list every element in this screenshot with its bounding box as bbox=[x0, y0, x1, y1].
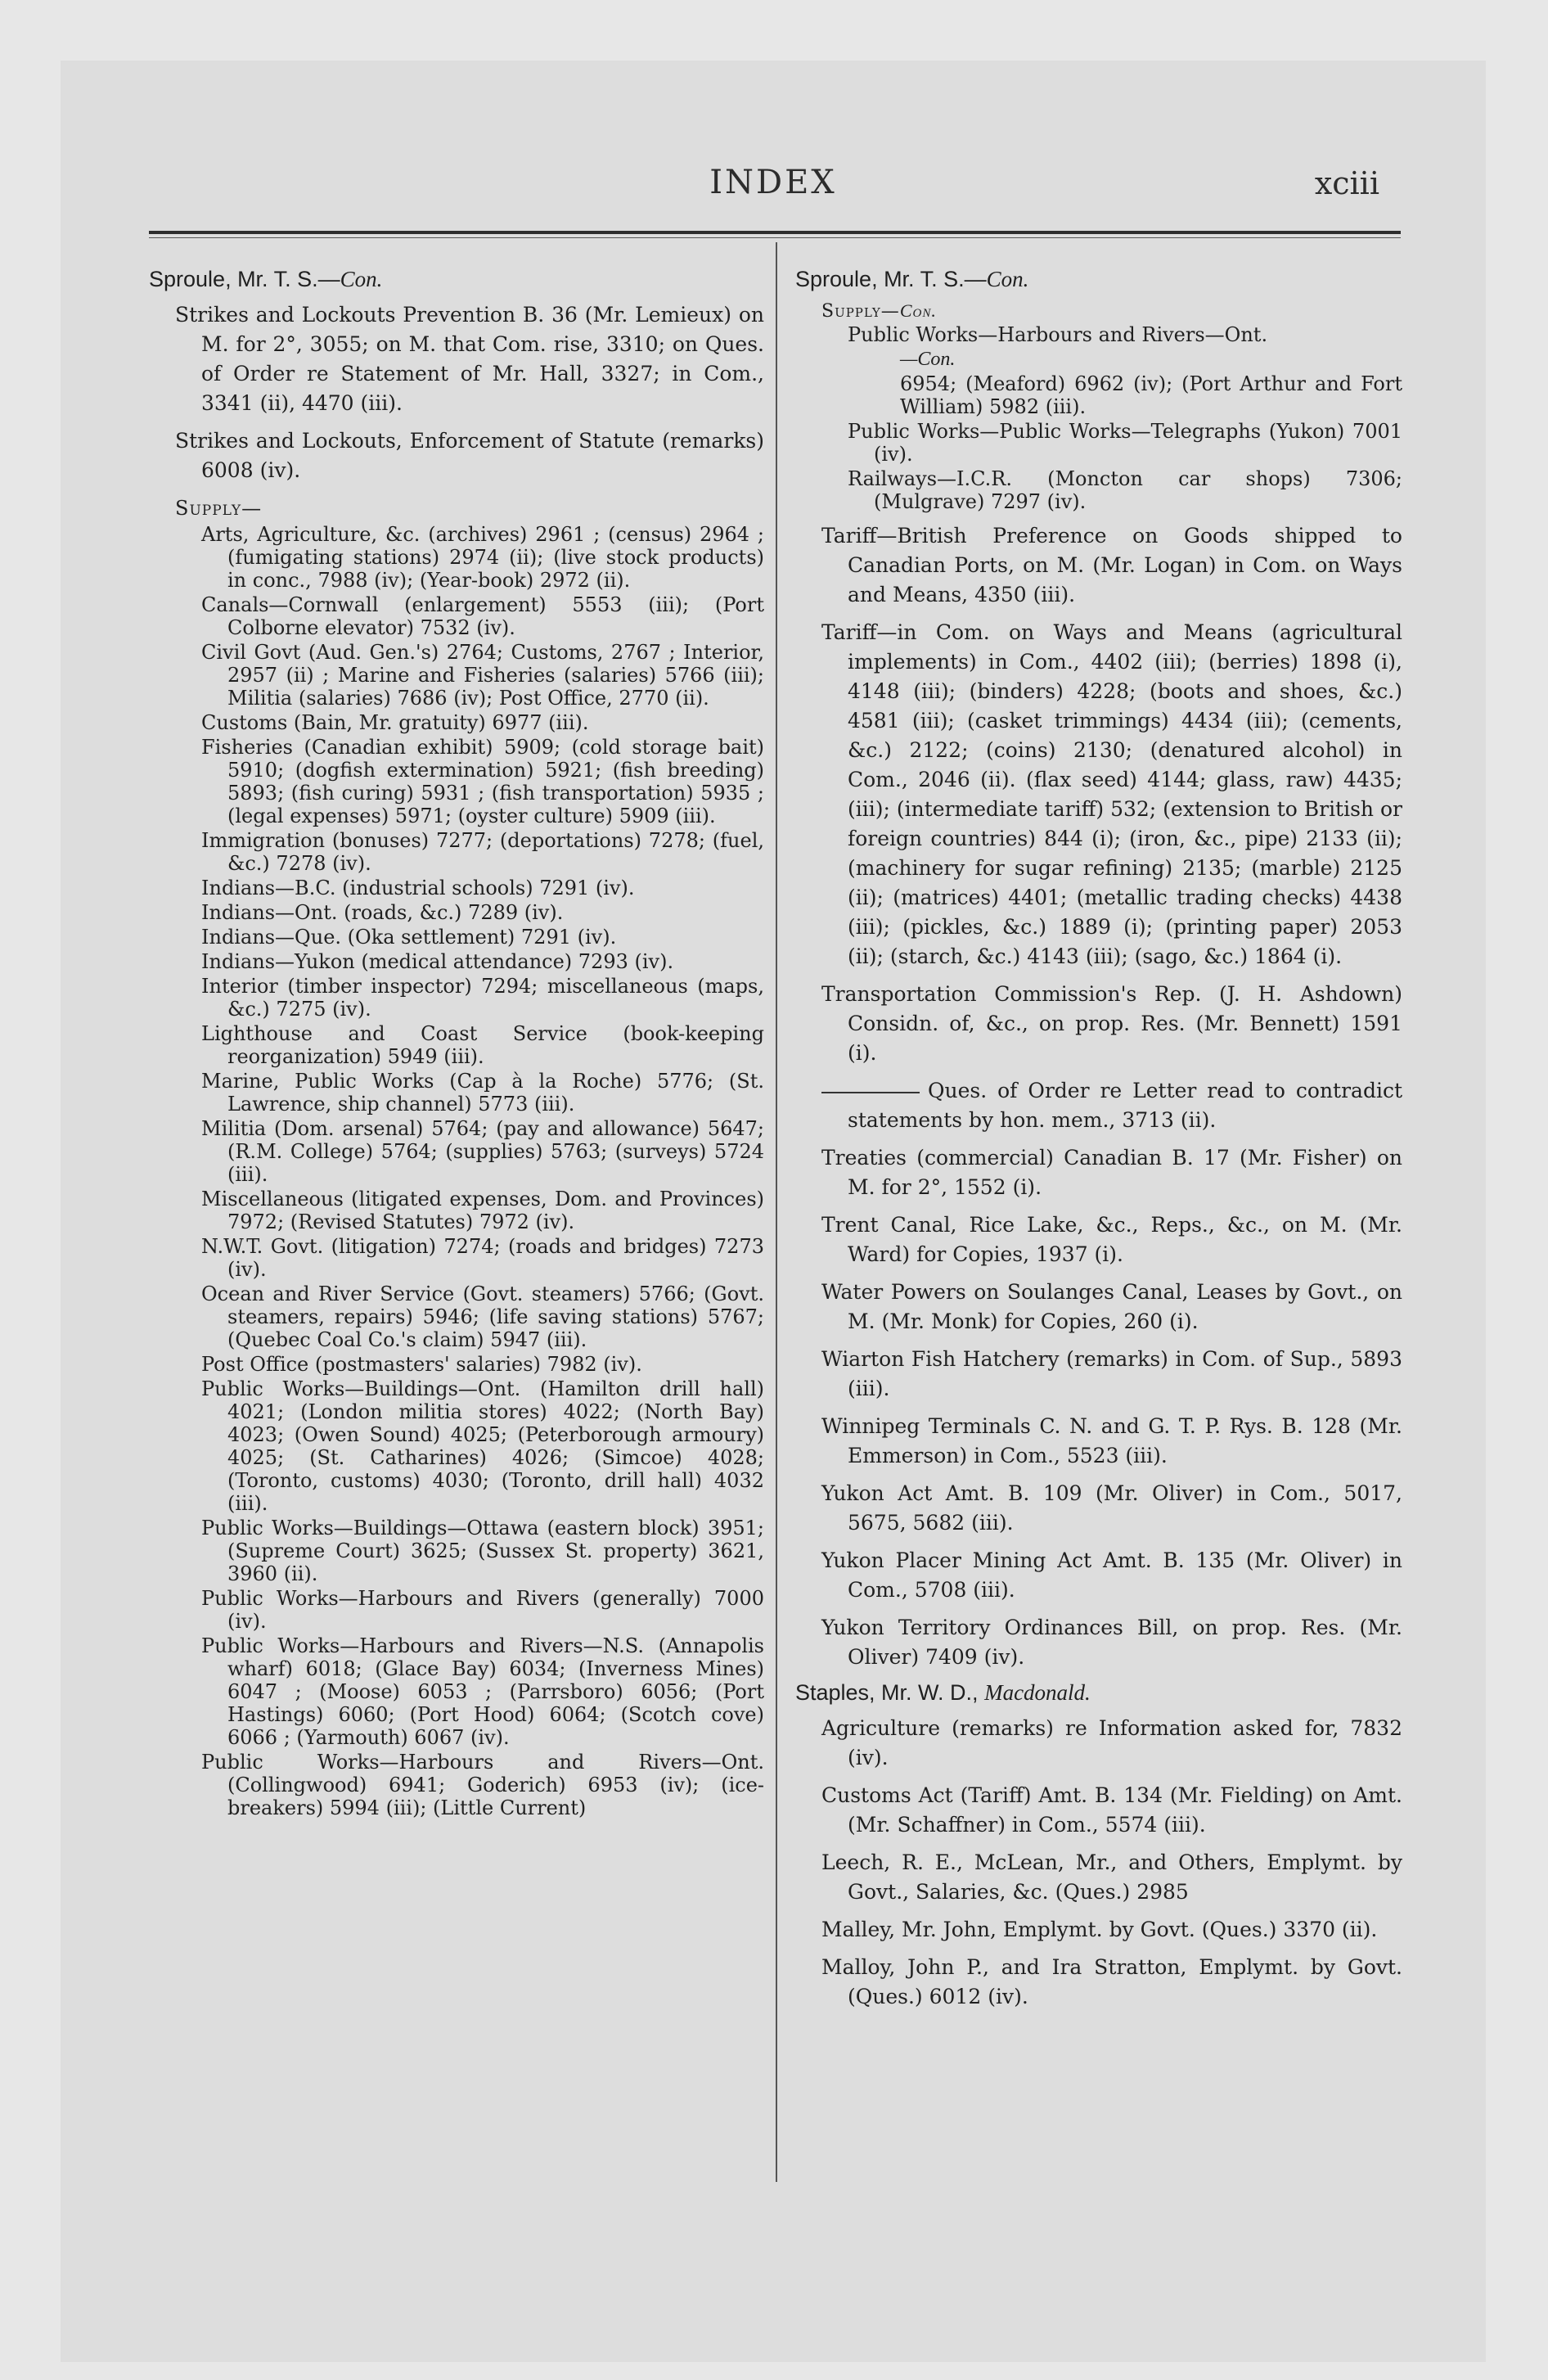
index-entry: Post Office (postmasters' salaries) 7982 (iv). bbox=[201, 1353, 642, 1376]
column-divider bbox=[776, 242, 777, 2182]
index-entry: Militia (Dom. arsenal) 5764; (pay and allowance) 5647; (R.M. College) 5764; (supplies) 5763; (surveys) 5724 (iii). bbox=[201, 1117, 764, 1186]
name-heading-text: Staples, Mr. W. D., bbox=[795, 1680, 979, 1705]
index-entry: Public Works—Buildings—Ont. (Hamilton drill hall) 4021; (London militia stores) 4022; (North Bay) 4023; (Owen Sound) 4025; (Peterborough armoury) 4025; (St. Catharines) 4026; (Simcoe) 4028; (Toronto, customs) 4030; (Toronto, drill hall) 4032 (iii). bbox=[201, 1377, 764, 1515]
index-entry: Indians—Ont. (roads, &c.) 7289 (iv). bbox=[201, 901, 564, 924]
left-column bbox=[149, 267, 764, 1821]
index-entry: Transportation Commission's Rep. (J. H. Ashdown) Considn. of, &c., on prop. Res. (Mr. Bennett) 1591 (i). bbox=[821, 982, 1402, 1065]
index-entry: N.W.T. Govt. (litigation) 7274; (roads and bridges) 7273 (iv). bbox=[201, 1235, 764, 1281]
name-heading bbox=[795, 267, 1402, 292]
index-entry: Public Works—Public Works—Telegraphs (Yukon) 7001 (iv). bbox=[848, 420, 1402, 466]
index-entry: Miscellaneous (litigated expenses, Dom. and Provinces) 7972; (Revised Statutes) 7972 (iv). bbox=[201, 1188, 764, 1233]
index-entry: Leech, R. E., McLean, Mr., and Others, Emplymt. by Govt., Salaries, &c. (Ques.) 2985 bbox=[821, 1850, 1402, 1904]
name-heading-staples bbox=[795, 1680, 1402, 1706]
index-entry: Fisheries (Canadian exhibit) 5909; (cold storage bait) 5910; (dogfish extermination) 5921; (fish breeding) 5893; (fish curing) 5931 ; (fish transportation) 5935 ; (legal expenses) 5971; (oyster culture) 5909 (iii). bbox=[201, 736, 764, 827]
index-entry: Ocean and River Service (Govt. steamers) 5766; (Govt. steamers, repairs) 5946; (life saving stations) 5767; (Quebec Coal Co.'s claim) 5947 (iii). bbox=[201, 1282, 764, 1351]
index-entry: Immigration (bonuses) 7277; (deportations) 7278; (fuel, &c.) 7278 (iv). bbox=[201, 829, 764, 875]
index-entry: Customs Act (Tariff) Amt. B. 134 (Mr. Fielding) on Amt. (Mr. Schaffner) in Com., 5574 (iii). bbox=[821, 1783, 1402, 1837]
index-entry: Lighthouse and Coast Service (book-keeping reorganization) 5949 (iii). bbox=[201, 1022, 764, 1068]
index-entry: Public Works—Harbours and Rivers (generally) 7000 (iv). bbox=[201, 1587, 764, 1633]
index-entry: Treaties (commercial) Canadian B. 17 (Mr. Fisher) on M. for 2°, 1552 (i). bbox=[821, 1146, 1402, 1199]
index-entry: Canals—Cornwall (enlargement) 5553 (iii); (Port Colborne elevator) 7532 (iv). bbox=[201, 593, 764, 639]
index-entry: Indians—B.C. (industrial schools) 7291 (iv). bbox=[201, 877, 635, 899]
index-entry: Indians—Que. (Oka settlement) 7291 (iv). bbox=[201, 926, 617, 949]
ditto-dash bbox=[821, 1092, 920, 1093]
page-header bbox=[61, 159, 1486, 208]
header-rule-thin bbox=[149, 237, 1401, 238]
index-entry: Malley, Mr. John, Emplymt. by Govt. (Ques.) 3370 (ii). bbox=[821, 1918, 1378, 1941]
supply-label: Supply— bbox=[821, 301, 900, 322]
index-entry: Yukon Territory Ordinances Bill, on prop. Res. (Mr. Oliver) 7409 (iv). bbox=[821, 1616, 1402, 1669]
index-entry: Tariff—British Preference on Goods shipped to Canadian Ports, on M. (Mr. Logan) in Com. on Ways and Means, 4350 (iii). bbox=[821, 524, 1402, 606]
index-entry: Interior (timber inspector) 7294; miscellaneous (maps, &c.) 7275 (iv). bbox=[201, 975, 764, 1021]
index-entry: Trent Canal, Rice Lake, &c., Reps., &c., on M. (Mr. Ward) for Copies, 1937 (i). bbox=[821, 1213, 1402, 1266]
index-entry: Public Works—Harbours and Rivers—Ont. (Collingwood) 6941; Goderich) 6953 (iv); (ice-breakers) 5994 (iii); (Little Current) bbox=[201, 1751, 764, 1819]
dash-entry-text: Ques. of Order re Letter read to contradict statements by hon. mem., 3713 (ii). bbox=[848, 1079, 1402, 1132]
index-entry: Arts, Agriculture, &c. (archives) 2961 ; (census) 2964 ; (fumigating stations) 2974 (ii); (live stock products) in conc., 7988 (iv); (Year-book) 2972 (ii). bbox=[201, 523, 764, 592]
index-entry-dash bbox=[795, 1076, 1402, 1135]
name-heading-text: Sproule, Mr. T. S.— bbox=[149, 267, 340, 291]
index-entry: Public Works—Buildings—Ottawa (eastern block) 3951; (Supreme Court) 3625; (Sussex St. property) 3621, 3960 (ii). bbox=[201, 1517, 764, 1585]
index-entry: Civil Govt (Aud. Gen.'s) 2764; Customs, 2767 ; Interior, 2957 (ii) ; Marine and Fisheries (salaries) 5766 (iii); Militia (salaries) 7686 (iv); Post Office, 2770 (ii). bbox=[201, 641, 764, 710]
index-entry: Tariff—in Com. on Ways and Means (agricultural implements) in Com., 4402 (iii); (berries) 1898 (i), 4148 (iii); (binders) 4228; (boots and shoes, &c.) 4581 (iii); (casket trimmings) 4434 (iii); (cements, &c.) 2122; (coins) 2130; (denatured alcohol) in Com., 2046 (ii). (flax seed) 4144; glass, raw) 4435; (iii); (intermediate tariff) 532; (extension to British or foreign countries) 844 (i); (iron, &c., pipe) 2133 (ii); (machinery for sugar refining) 2135; (marble) 2125 (ii); (matrices) 4401; (metallic trading checks) 4438 (iii); (pickles, &c.) 1889 (i); (printing paper) 2053 (ii); (starch, &c.) 4143 (iii); (sago, &c.) 1864 (i). bbox=[821, 620, 1402, 968]
index-page bbox=[61, 61, 1486, 2362]
header-rule bbox=[149, 231, 1401, 234]
index-entry: 6954; (Meaford) 6962 (iv); (Port Arthur and Fort William) 5982 (iii). bbox=[900, 372, 1402, 418]
page-number: xciii bbox=[1314, 165, 1379, 201]
name-heading-text: Sproule, Mr. T. S.— bbox=[795, 267, 987, 291]
index-entry-continued: —Con. bbox=[900, 349, 956, 370]
index-entry: Yukon Placer Mining Act Amt. B. 135 (Mr. Oliver) in Com., 5708 (iii). bbox=[821, 1548, 1402, 1602]
index-entry: Strikes and Lockouts, Enforcement of Statute (remarks) 6008 (iv). bbox=[175, 429, 764, 482]
index-entry: Agriculture (remarks) re Information asked for, 7832 (iv). bbox=[821, 1716, 1402, 1769]
index-entry: Customs (Bain, Mr. gratuity) 6977 (iii). bbox=[201, 711, 589, 734]
index-entry: Water Powers on Soulanges Canal, Leases by Govt., on M. (Mr. Monk) for Copies, 260 (i). bbox=[821, 1280, 1402, 1333]
index-entry: Indians—Yukon (medical attendance) 7293 (iv). bbox=[201, 950, 674, 973]
index-entry: Malloy, John P., and Ira Stratton, Emplymt. by Govt. (Ques.) 6012 (iv). bbox=[821, 1955, 1402, 2008]
index-entry: Public Works—Harbours and Rivers—Ont. bbox=[848, 323, 1268, 346]
index-entry: Railways—I.C.R. (Moncton car shops) 7306; (Mulgrave) 7297 (iv). bbox=[848, 467, 1402, 513]
page-title: INDEX bbox=[709, 164, 837, 201]
name-heading bbox=[149, 267, 764, 292]
index-entry: Winnipeg Terminals C. N. and G. T. P. Rys. B. 128 (Mr. Emmerson) in Com., 5523 (iii). bbox=[821, 1414, 1402, 1467]
supply-subheading: Supply— bbox=[175, 497, 263, 520]
con-label: Con. bbox=[986, 267, 1029, 291]
index-entry: Yukon Act Amt. B. 109 (Mr. Oliver) in Com., 5017, 5675, 5682 (iii). bbox=[821, 1481, 1402, 1535]
index-entry: Marine, Public Works (Cap à la Roche) 5776; (St. Lawrence, ship channel) 5773 (iii). bbox=[201, 1070, 764, 1116]
constituency-label: Macdonald. bbox=[984, 1680, 1091, 1705]
index-entry: Wiarton Fish Hatchery (remarks) in Com. of Sup., 5893 (iii). bbox=[821, 1347, 1402, 1400]
supply-con-label: Con. bbox=[899, 300, 937, 321]
con-label: Con. bbox=[340, 267, 383, 291]
index-entry: Strikes and Lockouts Prevention B. 36 (Mr. Lemieux) on M. for 2°, 3055; on M. that Com. rise, 3310; on Ques. of Order re Statement of Mr. Hall, 3327; in Com., 3341 (ii), 4470 (iii). bbox=[175, 303, 764, 415]
right-column bbox=[795, 267, 1402, 2020]
index-entry: Public Works—Harbours and Rivers—N.S. (Annapolis wharf) 6018; (Glace Bay) 6034; (Inverness Mines) 6047 ; (Moose) 6053 ; (Parrsboro) 6056; (Port Hastings) 6060; (Port Hood) 6064; (Scotch cove) 6066 ; (Yarmouth) 6067 (iv). bbox=[201, 1634, 764, 1749]
supply-subheading bbox=[821, 300, 1402, 322]
